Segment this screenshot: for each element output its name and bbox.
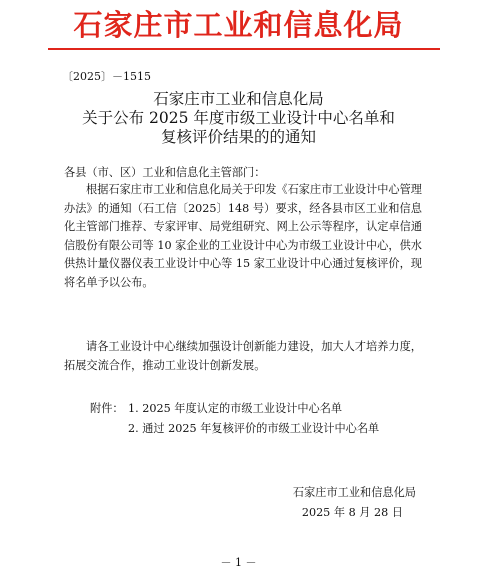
- paragraph-text: 请各工业设计中心继续加强设计创新能力建设，加大人才培养力度，拓展交流合作，推动工业设计创新发展。: [64, 340, 422, 372]
- signature-block: [0, 483, 416, 523]
- title-line-2: 关于公布 2025 年度市级工业设计中心名单和: [82, 109, 395, 127]
- issuer-signature: 石家庄市工业和信息化局: [292, 486, 416, 499]
- red-divider-line: [48, 48, 440, 50]
- body-paragraph-1: [64, 181, 422, 293]
- issue-date: 2025 年 8 月 28 日: [301, 506, 403, 519]
- attachments-label: 附件：: [90, 402, 124, 415]
- attachments-list: [90, 400, 379, 440]
- page-number: － 1 －: [220, 556, 257, 569]
- attachment-item: [90, 400, 379, 420]
- attachment-title: 2. 通过 2025 年复核评价的市级工业设计中心名单: [128, 422, 380, 435]
- attachment-title: 1. 2025 年度认定的市级工业设计中心名单: [128, 402, 343, 415]
- document-title: [0, 90, 477, 147]
- title-line-1: 石家庄市工业和信息化局: [153, 90, 324, 108]
- salutation: 各县（市、区）工业和信息化主管部门：: [64, 166, 266, 179]
- attachment-item: [90, 420, 379, 440]
- paragraph-text: 根据石家庄市工业和信息化局关于印发《石家庄市工业设计中心管理办法》的通知（石工信〔2025〕148 号）要求，经各县市区工业和信息化主管部门推荐、专家评审、局党组研究、网上公示等程序，认定卓信通信股份有限公司等 10 家企业的工业设计中心为市级工业设计中心，供水供热计量仪器仪表工业设计中心等 15 家工业设计中心通过复核评价，现将名单予以公布。: [64, 183, 423, 289]
- document-number: 〔2025〕－1515: [62, 70, 151, 83]
- red-masthead: 石家庄市工业和信息化局: [73, 8, 404, 42]
- body-paragraph-2: [64, 338, 422, 375]
- title-line-3: 复核评价结果的的通知: [160, 128, 316, 146]
